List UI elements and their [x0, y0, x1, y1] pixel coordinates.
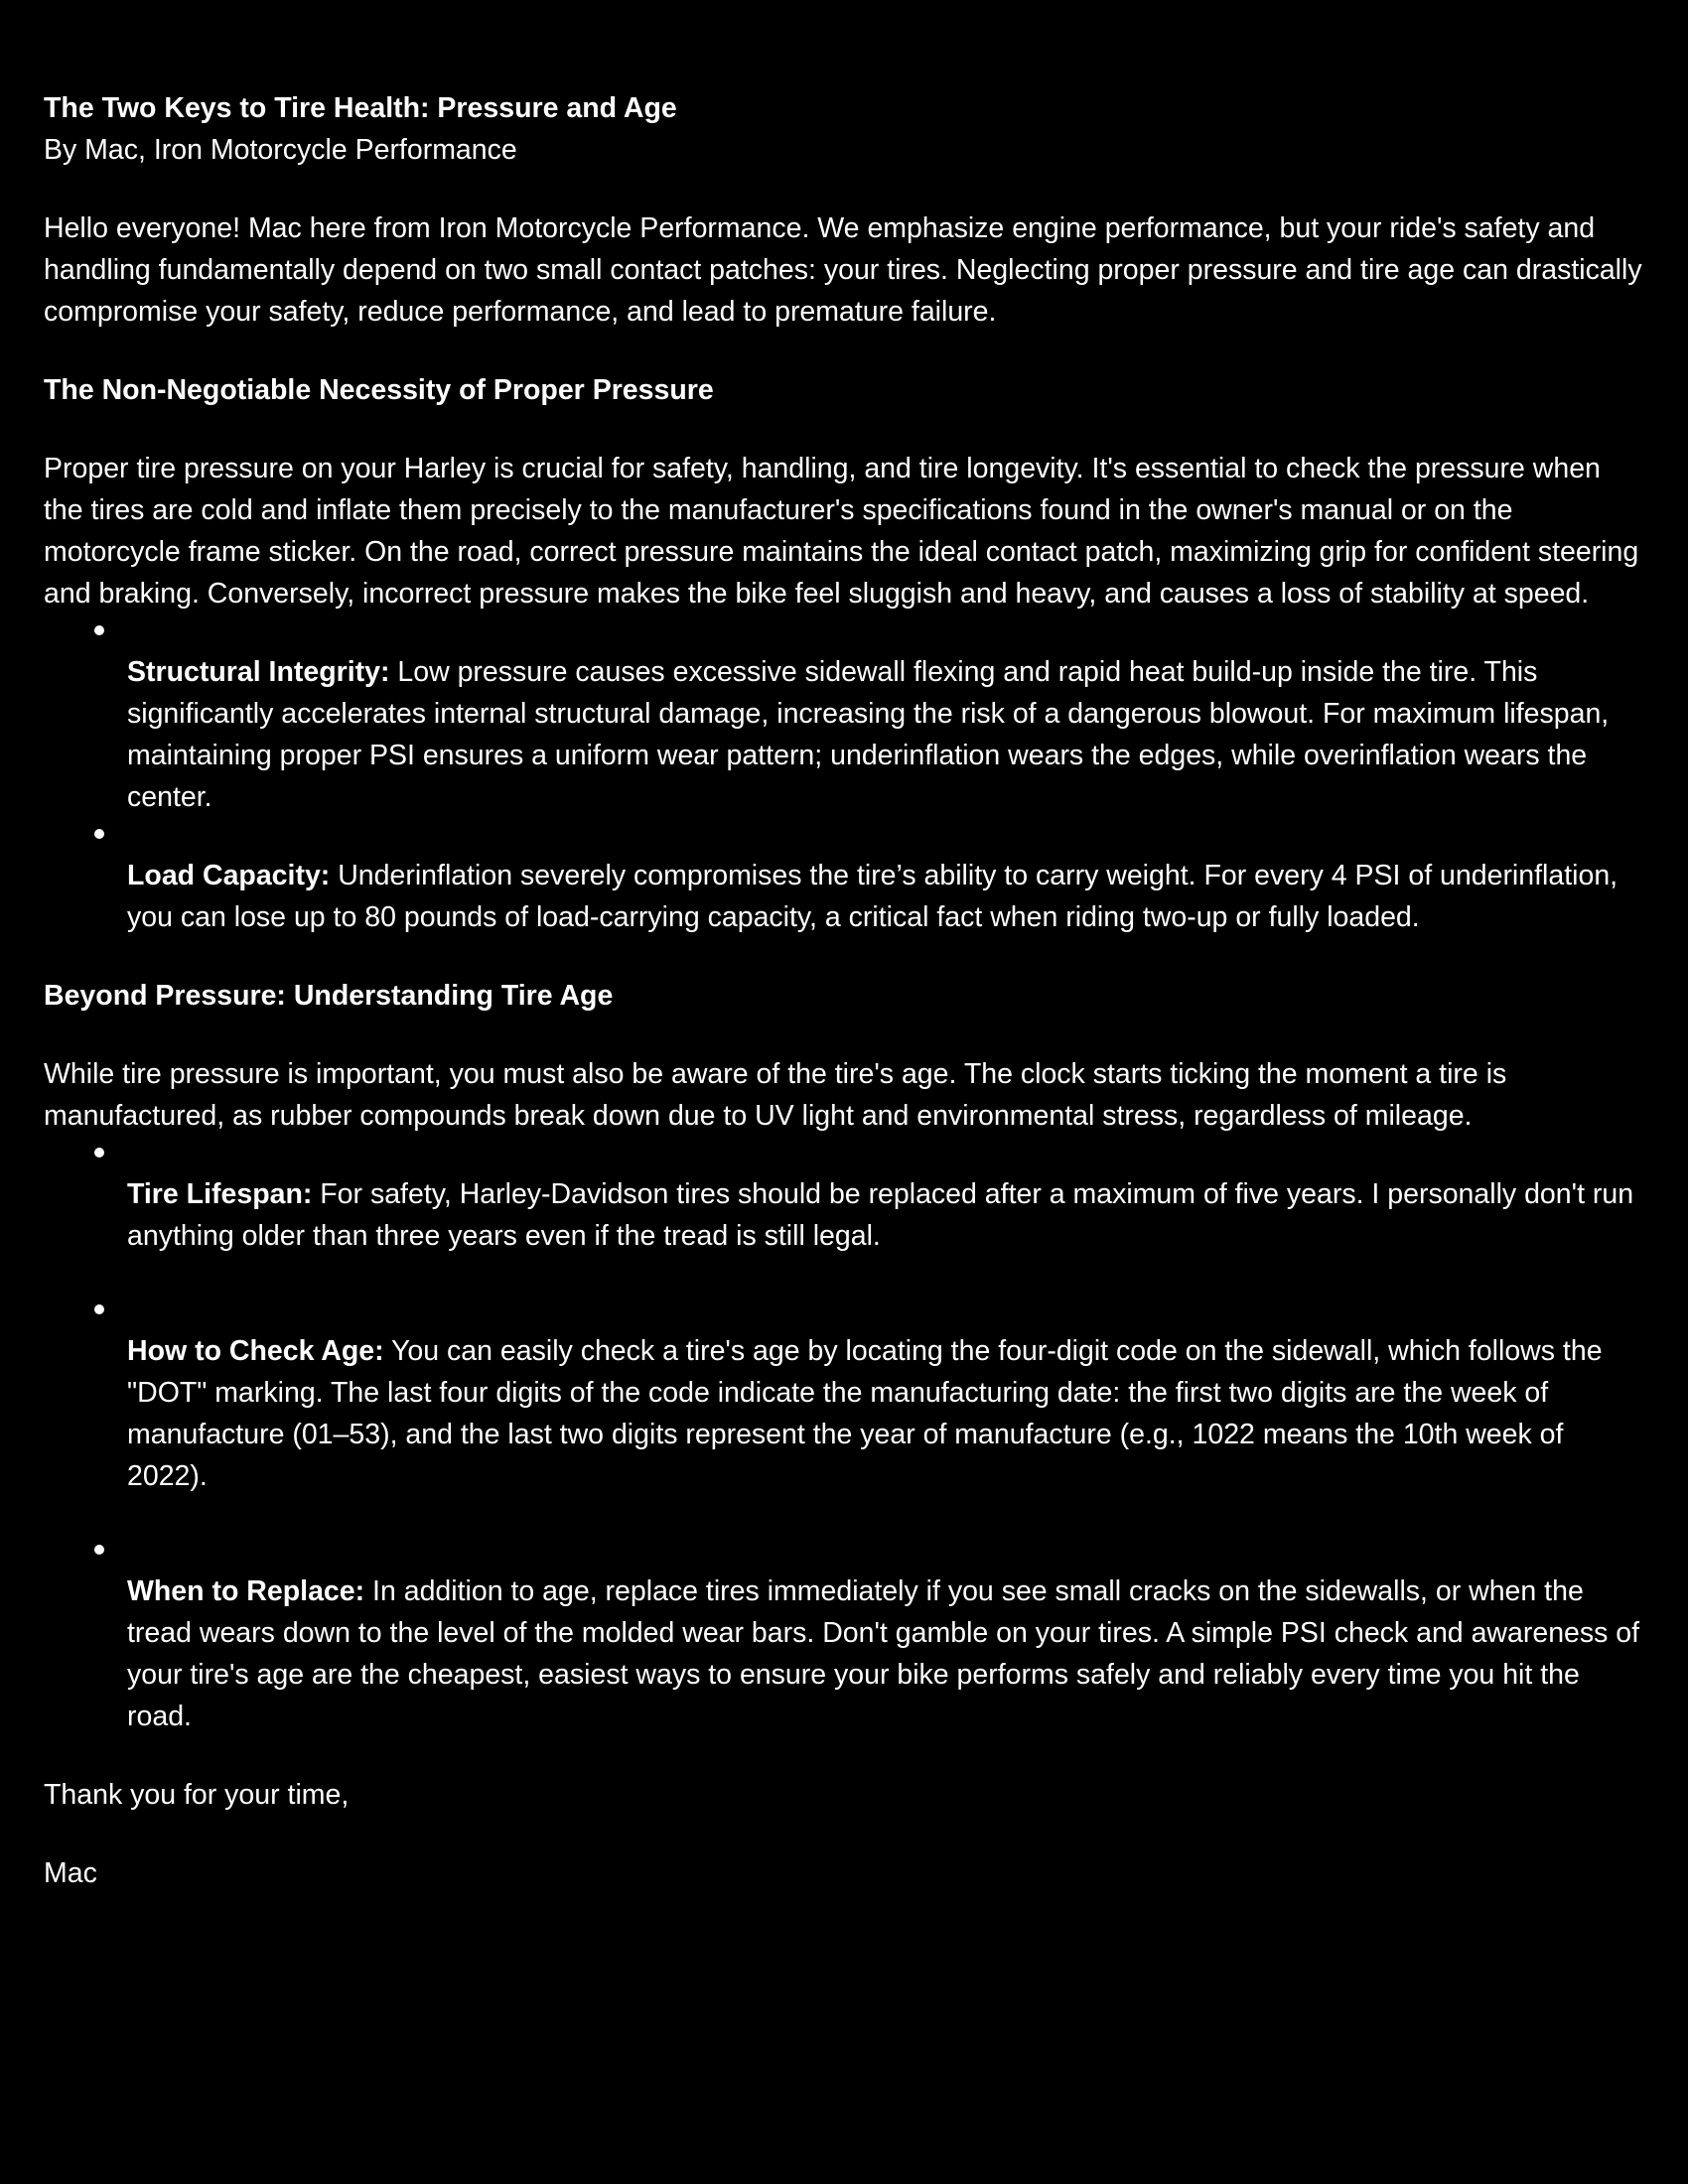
bullet-text: Low pressure causes excessive sidewall flexing and rapid heat build-up inside the tire. This significantly accelerates internal structural damage, increasing the risk of a dangerous blowout. For maximum lifespan, maintaining proper PSI ensures a uniform wear pattern; underinflation wears the edges, while overinflation wears the center. [127, 656, 1610, 813]
bullet-text: For safety, Harley-Davidson tires should be replaced after a maximum of five years. I personally don't run anything older than three years even if the tread is still legal. [127, 1178, 1634, 1252]
bullet-text: In addition to age, replace tires immediately if you see small cracks on the sidewalls, or when the tread wears down to the level of the molded wear bars. Don't gamble on your tires. A simple PSI check and awareness of your tire's age are the cheapest, easiest ways to ensure your bike performs safely and reliably every time you hit the road. [127, 1575, 1640, 1732]
list-item [44, 1137, 1644, 1257]
pressure-paragraph: Proper tire pressure on your Harley is crucial for safety, handling, and tire longevity. It's essential to check the pressure when the tires are cold and inflate them precisely to the manufacturer's specifications found in the owner's manual or on the motorcycle frame sticker. On the road, correct pressure maintains the ideal contact patch, maximizing grip for confident steering and braking. Conversely, incorrect pressure makes the bike feel sluggish and heavy, and causes a loss of stability at speed. [44, 453, 1639, 610]
bullet-text: You can easily check a tire's age by locating the four-digit code on the sidewall, which follows the "DOT" marking. The last four digits of the code indicate the manufacturing date: the first two digits are the week of manufacture (01–53), and the last two digits represent the year of manufacture (e.g., 1022 means the 10th week of 2022). [127, 1335, 1603, 1492]
age-paragraph: While tire pressure is important, you must also be aware of the tire's age. The clock starts ticking the moment a tire is manufactured, as rubber compounds break down due to UV light and environmental stress, regardless of mileage. [44, 1058, 1507, 1132]
bullet-label: When to Replace: [127, 1575, 365, 1607]
article-byline: By Mac, Iron Motorcycle Performance [44, 134, 517, 166]
closing-line: Thank you for your time, [44, 1779, 350, 1811]
article-title: The Two Keys to Tire Health: Pressure and Age [44, 92, 677, 124]
list-item [44, 818, 1644, 938]
bullet-label: Structural Integrity: [127, 656, 390, 688]
age-bullet-list [44, 1137, 1644, 1737]
bullet-text: Underinflation severely compromises the tire’s ability to carry weight. For every 4 PSI of underinflation, you can lose up to 80 pounds of load-carrying capacity, a critical fact when riding two-up or fully loaded. [127, 860, 1618, 933]
pressure-bullet-list [44, 614, 1644, 938]
list-item [44, 1534, 1644, 1737]
bullet-label: How to Check Age: [127, 1335, 384, 1367]
intro-paragraph: Hello everyone! Mac here from Iron Motorcycle Performance. We emphasize engine performance, but your ride's safety and handling fundamentally depend on two small contact patches: your tires. Neglecting proper pressure and tire age can drastically compromise your safety, reduce performance, and lead to premature failure. [44, 212, 1642, 328]
section-heading-age: Beyond Pressure: Understanding Tire Age [44, 980, 614, 1012]
signature: Mac [44, 1857, 97, 1889]
list-item [44, 1294, 1644, 1497]
bullet-label: Tire Lifespan: [127, 1178, 313, 1210]
list-item [44, 614, 1644, 818]
bullet-label: Load Capacity: [127, 860, 331, 891]
section-heading-pressure: The Non-Negotiable Necessity of Proper Pressure [44, 374, 714, 406]
